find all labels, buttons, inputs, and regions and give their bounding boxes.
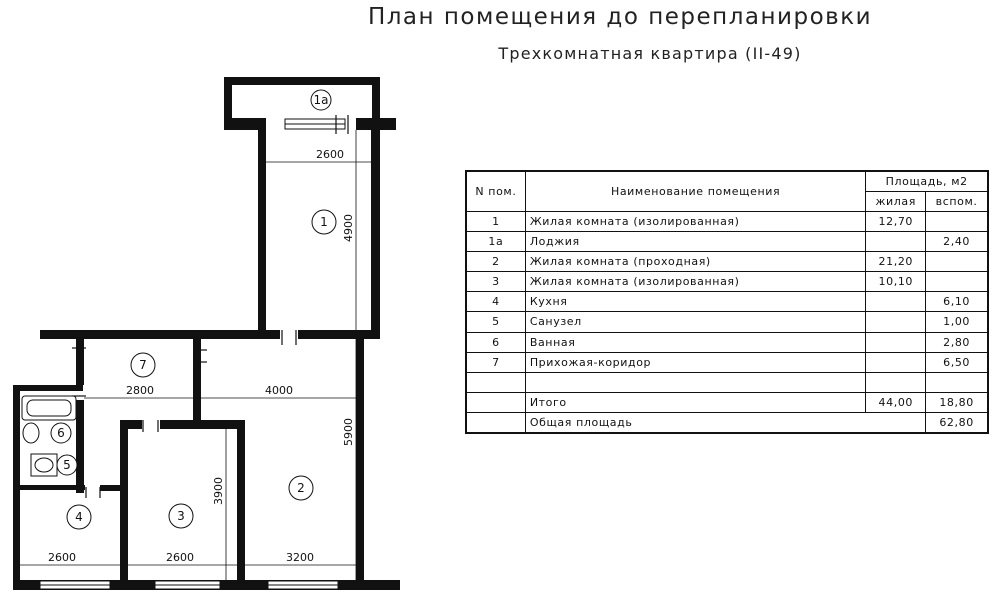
- room-label-4: 4: [75, 510, 83, 524]
- page-title: План помещения до перепланировки: [367, 4, 873, 30]
- table-row: [467, 252, 988, 272]
- row-name: Ванная: [525, 332, 866, 352]
- row-aux: 2,80: [926, 332, 988, 352]
- room-label-1: 1: [320, 215, 328, 229]
- dim-room1-length: 4900: [342, 214, 355, 242]
- dimension-labels: [48, 148, 355, 564]
- row-num: 6: [467, 332, 526, 352]
- room-circles: [51, 90, 336, 529]
- row-name: Лоджия: [525, 232, 866, 252]
- page-subtitle: Трехкомнатная квартира (II-49): [498, 44, 802, 63]
- row-living: [866, 312, 926, 332]
- row-num: 7: [467, 352, 526, 372]
- room-label-6: 6: [57, 426, 65, 440]
- sink-icon: [23, 423, 39, 443]
- dim-room3-length: 3900: [212, 477, 225, 505]
- row-aux: 2,40: [926, 232, 988, 252]
- room-label-2: 2: [297, 481, 305, 495]
- row-name: Жилая комната (изолированная): [525, 272, 866, 292]
- row-aux: 1,00: [926, 312, 988, 332]
- header-room-number: N пом.: [467, 172, 526, 212]
- row-name: Жилая комната (проходная): [525, 252, 866, 272]
- room-label-5: 5: [63, 458, 71, 472]
- row-num: 1a: [467, 232, 526, 252]
- table-row-empty: [467, 372, 988, 392]
- row-living: 21,20: [866, 252, 926, 272]
- row-living: 12,70: [866, 212, 926, 232]
- row-living: [866, 292, 926, 312]
- row-name: Прихожая-коридор: [525, 352, 866, 372]
- header-living: жилая: [866, 192, 926, 212]
- total-living: 44,00: [866, 392, 926, 412]
- row-num: 5: [467, 312, 526, 332]
- row-name: Санузел: [525, 312, 866, 332]
- table-row-grand-total: [467, 412, 988, 432]
- row-aux: 6,10: [926, 292, 988, 312]
- room-labels: [57, 93, 328, 524]
- row-living: [866, 232, 926, 252]
- row-num: 2: [467, 252, 526, 272]
- table-row: [467, 332, 988, 352]
- table-row: [467, 272, 988, 292]
- dim-room3-width: 2600: [166, 551, 194, 564]
- room-label-1a: 1a: [313, 93, 329, 107]
- room-label-3: 3: [177, 509, 185, 523]
- row-aux: [926, 212, 988, 232]
- total-label: Итого: [525, 392, 866, 412]
- area-total-label: Общая площадь: [525, 412, 925, 432]
- table-row-total: [467, 392, 988, 412]
- table-row: [467, 232, 988, 252]
- dim-room1-width: 2600: [316, 148, 344, 161]
- row-num: 1: [467, 212, 526, 232]
- row-name: Жилая комната (изолированная): [525, 212, 866, 232]
- row-aux: 6,50: [926, 352, 988, 372]
- room-label-7: 7: [139, 358, 147, 372]
- row-living: 10,10: [866, 272, 926, 292]
- table-row: [467, 212, 988, 232]
- header-room-name: Наименование помещения: [525, 172, 866, 212]
- dim-room2-width: 4000: [265, 384, 293, 397]
- table-row: [467, 292, 988, 312]
- floor-plan: [0, 0, 460, 604]
- dim-corridor-width: 2800: [126, 384, 154, 397]
- row-name: Кухня: [525, 292, 866, 312]
- loggia-top-wall: [224, 77, 380, 85]
- row-living: [866, 332, 926, 352]
- area-total: 62,80: [926, 412, 988, 432]
- total-aux: 18,80: [926, 392, 988, 412]
- explication-table: [465, 170, 989, 434]
- row-num: 4: [467, 292, 526, 312]
- table-row: [467, 352, 988, 372]
- row-aux: [926, 272, 988, 292]
- header-aux: вспом.: [926, 192, 988, 212]
- dim-room2-length: 5900: [342, 418, 355, 446]
- row-num: 3: [467, 272, 526, 292]
- dim-room2-bottom: 3200: [286, 551, 314, 564]
- dim-kitchen-width: 2600: [48, 551, 76, 564]
- doors: [72, 115, 348, 498]
- row-aux: [926, 252, 988, 272]
- table-row: [467, 312, 988, 332]
- row-living: [866, 352, 926, 372]
- header-area: Площадь, м2: [866, 172, 988, 192]
